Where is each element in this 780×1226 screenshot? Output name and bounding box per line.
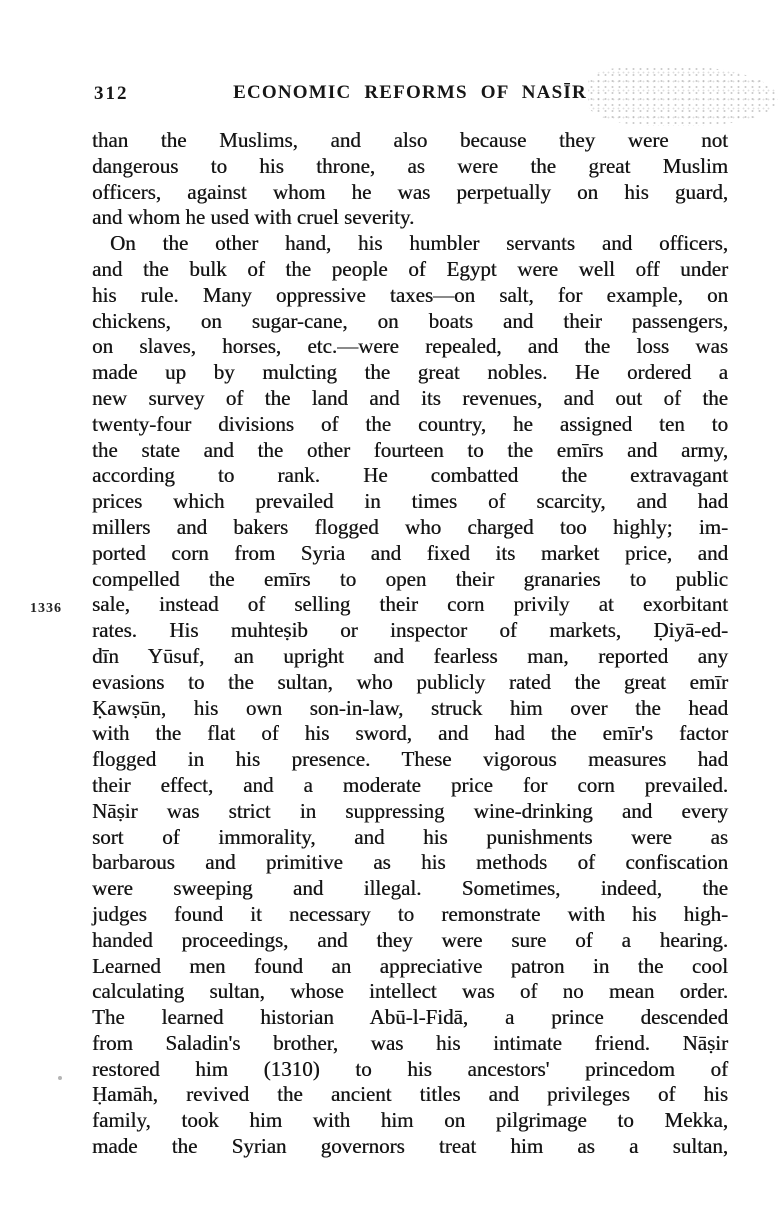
page-number: 312 (94, 83, 129, 104)
text-line: sort of immorality, and his punishments were as (92, 824, 728, 849)
text-line: officers, against whom he was perpetually on his guard, (92, 179, 728, 204)
text-line: restored him (1310) to his ancestors' princedom of (92, 1056, 728, 1081)
margin-note: 1336 (30, 601, 62, 616)
text-line: with the flat of his sword, and had the emīr's factor (92, 721, 728, 746)
scan-noise (588, 66, 778, 126)
text-line: than the Muslims, and also because they were not (92, 128, 728, 152)
text-line: Ḥamāh, revived the ancient titles and privileges of his (92, 1082, 728, 1107)
text-line: flogged in his presence. These vigorous measures had (92, 747, 728, 772)
text-line: On the other hand, his humbler servants and officers, (110, 231, 728, 256)
text-line: made up by mulcting the great nobles. He ordered a (92, 360, 728, 385)
text-line: from Saladin's brother, was his intimate friend. Nāṣir (92, 1030, 728, 1055)
text-line: The learned historian Abū-l-Fidā, a prince descended (92, 1005, 728, 1030)
text-line: millers and bakers flogged who charged too highly; im- (92, 514, 728, 539)
running-title: ECONOMIC REFORMS OF NASĪR (233, 82, 587, 103)
text-line: his rule. Many oppressive taxes—on salt, for example, on (92, 282, 728, 307)
text-line: evasions to the sultan, who publicly rated the great emīr (92, 669, 728, 694)
scan-speck (58, 1076, 62, 1080)
text-line: were sweeping and illegal. Sometimes, indeed, the (92, 876, 728, 901)
text-line: Ḳawṣūn, his own son-in-law, struck him over the head (92, 695, 728, 720)
text-line: on slaves, horses, etc.—were repealed, and the loss was (92, 334, 728, 359)
text-line: judges found it necessary to remonstrate with his high- (92, 901, 728, 926)
text-line: new survey of the land and its revenues, and out of the (92, 385, 728, 410)
text-line: barbarous and primitive as his methods of confiscation (92, 850, 728, 875)
text-line: dangerous to his throne, as were the great Muslim (92, 153, 728, 178)
text-line: Nāṣir was strict in suppressing wine-drinking and every (92, 798, 728, 823)
text-line: according to rank. He combatted the extravagant (92, 463, 728, 488)
text-line: handed proceedings, and they were sure of a hearing. (92, 927, 728, 952)
text-line: their effect, and a moderate price for corn prevailed. (92, 772, 728, 797)
text-line: dīn Yūsuf, an upright and fearless man, reported any (92, 643, 728, 668)
text-line: calculating sultan, whose intellect was of no mean order. (92, 979, 728, 1004)
text-line: sale, instead of selling their corn privily at exorbitant (92, 592, 728, 617)
text-line: rates. His muhteṣib or inspector of markets, Ḍiyā-ed- (92, 618, 728, 643)
text-line: twenty-four divisions of the country, he assigned ten to (92, 411, 728, 436)
page-text (92, 128, 728, 1160)
text-line: and whom he used with cruel severity. (92, 205, 415, 230)
text-line: chickens, on sugar-cane, on boats and their passengers, (92, 308, 728, 333)
text-line: ported corn from Syria and fixed its market price, and (92, 540, 728, 565)
text-line: prices which prevailed in times of scarcity, and had (92, 489, 728, 514)
text-line: made the Syrian governors treat him as a sultan, (92, 1134, 728, 1159)
text-line: the state and the other fourteen to the emīrs and army, (92, 437, 728, 462)
text-line: family, took him with him on pilgrimage to Mekka, (92, 1108, 728, 1133)
text-line: compelled the emīrs to open their granaries to public (92, 566, 728, 591)
text-line: and the bulk of the people of Egypt were well off under (92, 256, 728, 281)
text-line: Learned men found an appreciative patron in the cool (92, 953, 728, 978)
